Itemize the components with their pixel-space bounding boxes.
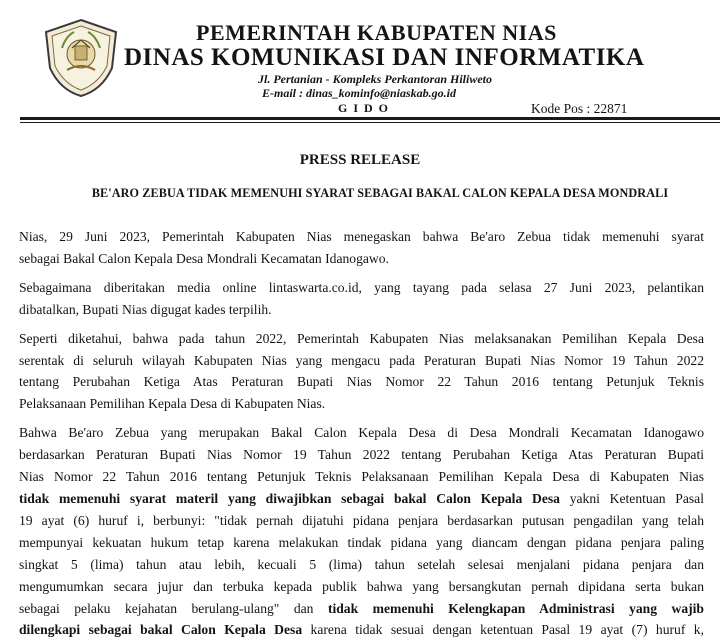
body-line — [19, 622, 704, 638]
letterhead-postal-code: Kode Pos : 22871 — [531, 101, 628, 116]
body-line: sebagai Bakal Calon Kepala Desa Mondrali Kecamatan Idanogawo. — [19, 251, 389, 266]
body-line: Pelaksanaan Pemilihan Kepala Desa di Kabupaten Nias. — [19, 396, 326, 411]
body-line: Nias, 29 Juni 2023, Pemerintah Kabupaten Nias menegaskan bahwa Be'aro Zebua tidak memenuhi syarat — [19, 229, 704, 244]
body-text: sebagai pelaku kejahatan berulang-ulang" dan — [19, 601, 328, 616]
body-line: serentak di seluruh wilayah Kabupaten Nias yang mengacu pada Peraturan Bupati Nias Nomor 19 Tahun 2022 — [19, 353, 704, 368]
body-line: Bahwa Be'aro Zebua yang merupakan Bakal Calon Kepala Desa di Desa Mondrali Kecamatan Idanogawo — [19, 425, 704, 440]
body-line: tentang Perubahan Ketiga Atas Peraturan Bupati Nias Nomor 22 Tahun 2016 tentang Petunjuk Teknis — [19, 374, 704, 389]
document-subtitle: BE'ARO ZEBUA TIDAK MEMENUHI SYARAT SEBAGAI BAKAL CALON KEPALA DESA MONDRALI — [91, 186, 669, 200]
letterhead-city: GIDO — [338, 101, 395, 115]
bold-phrase: dilengkapi sebagai bakal Calon Kepala Desa — [19, 622, 303, 637]
body-line: Seperti diketahui, bahwa pada tahun 2022, Pemerintah Kabupaten Nias melaksanakan Pemilihan Kepala Desa — [19, 331, 704, 346]
body-line — [19, 601, 704, 617]
body-line: mempunyai kekuatan hukum tetap karena melakukan tindak pidana yang diancam dengan pidana penjara paling — [19, 535, 704, 550]
body-line: berdasarkan Peraturan Bupati Nias Nomor 19 Tahun 2022 tentang Perubahan Ketiga Atas Peraturan Bupati — [19, 447, 704, 462]
letterhead-email: E-mail : dinas_kominfo@niaskab.go.id — [262, 86, 457, 100]
letterhead-divider-thin — [20, 122, 720, 123]
bold-phrase: tidak memenuhi Kelengkapan Administrasi yang wajib — [327, 601, 704, 616]
body-line: dibatalkan, Bupati Nias digugat kades terpilih. — [19, 302, 272, 317]
body-line: Sebagaimana diberitakan media online lintaswarta.co.id, yang tayang pada selasa 27 Juni 2023, pelantikan — [19, 280, 704, 295]
body-line — [19, 491, 704, 507]
body-text: karena tidak sesuai dengan ketentuan Pasal 19 ayat (7) huruf k, — [302, 622, 704, 637]
body-line: Nias Nomor 22 Tahun 2016 tentang Petunjuk Teknis Pelaksanaan Pemilihan Kepala Desa di Kabupaten Nias — [19, 469, 704, 484]
letterhead-government-name: PEMERINTAH KABUPATEN NIAS — [196, 20, 557, 45]
body-line: mengumumkan secara jujur dan terbuka kepada publik bahwa yang bersangkutan pernah dipidana serta bukan — [19, 579, 704, 594]
letterhead-address: Jl. Pertanian - Kompleks Perkantoran Hiliweto — [258, 72, 493, 86]
body-text: yakni Ketentuan Pasal — [559, 491, 704, 506]
document-title: PRESS RELEASE — [299, 152, 421, 168]
kabupaten-nias-logo — [42, 18, 120, 98]
body-line: 19 ayat (6) huruf i, berbunyi: "tidak pernah dijatuhi pidana penjara berdasarkan putusan pengadilan yang telah — [19, 513, 704, 528]
body-line: singkat 5 (lima) tahun atau lebih, kecuali 5 (lima) tahun setelah selesai menjalani pidana penjara dan — [19, 557, 704, 572]
bold-phrase: tidak memenuhi syarat materil yang diwajibkan sebagai bakal Calon Kepala Desa — [19, 491, 560, 506]
letterhead-divider-thick — [20, 117, 720, 120]
letterhead-agency-name: DINAS KOMUNIKASI DAN INFORMATIKA — [124, 44, 645, 71]
